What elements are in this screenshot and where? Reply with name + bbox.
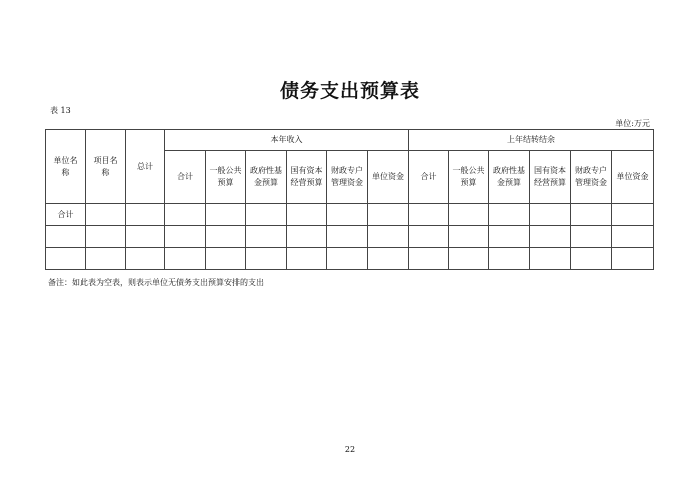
header-total: 总计: [126, 130, 165, 204]
table-cell: [449, 226, 489, 248]
table-cell: 合计: [46, 204, 86, 226]
table-cell: [46, 248, 86, 270]
table-cell: [489, 226, 530, 248]
table-cell: [571, 226, 612, 248]
table-cell: [327, 204, 368, 226]
table-cell: [46, 226, 86, 248]
table-cell: [246, 226, 287, 248]
header-carry-capital: 国有资本经营预算: [530, 151, 571, 204]
table-cell: [449, 204, 489, 226]
table-cell: [368, 226, 409, 248]
table-cell: [571, 204, 612, 226]
header-income-capital: 国有资本经营预算: [287, 151, 327, 204]
header-income-subtotal: 合计: [165, 151, 206, 204]
unit-label: 单位:万元: [615, 119, 650, 128]
table-cell: [246, 204, 287, 226]
header-income-special: 财政专户管理资金: [327, 151, 368, 204]
table-cell: [246, 248, 287, 270]
table-cell: [206, 248, 246, 270]
table-cell: [206, 226, 246, 248]
table-cell: [409, 248, 449, 270]
table-cell: [287, 204, 327, 226]
table-cell: [327, 248, 368, 270]
header-carry-general: 一般公共预算: [449, 151, 489, 204]
table-cell: [86, 204, 126, 226]
table-cell: [368, 248, 409, 270]
table-cell: [126, 226, 165, 248]
table-cell: [409, 226, 449, 248]
table-cell: [409, 204, 449, 226]
header-project-name: 项目名称: [86, 130, 126, 204]
table-cell: [530, 248, 571, 270]
header-carryover: 上年结转结余: [409, 130, 654, 151]
header-income-unit-fund: 单位资金: [368, 151, 409, 204]
header-unit-name: 单位名称: [46, 130, 86, 204]
table-cell: [327, 226, 368, 248]
table-cell: [165, 248, 206, 270]
table-cell: [571, 248, 612, 270]
header-income-fund: 政府性基金预算: [246, 151, 287, 204]
header-carry-subtotal: 合计: [409, 151, 449, 204]
table-cell: [126, 248, 165, 270]
table-cell: [489, 248, 530, 270]
table-row: [46, 226, 654, 248]
header-row-group: [46, 130, 654, 151]
table-cell: [126, 204, 165, 226]
table-cell: [287, 226, 327, 248]
table-cell: [368, 204, 409, 226]
table-row-total: [46, 204, 654, 226]
header-carry-special: 财政专户管理资金: [571, 151, 612, 204]
page-number: 22: [344, 445, 356, 454]
header-carry-fund: 政府性基金预算: [489, 151, 530, 204]
table-cell: [165, 226, 206, 248]
footnote: 备注：如此表为空表，则表示单位无债务支出预算安排的支出: [48, 278, 264, 287]
header-current-income: 本年收入: [165, 130, 409, 151]
table-cell: [489, 204, 530, 226]
table-number: 表 13: [50, 106, 71, 115]
table-cell: [530, 204, 571, 226]
page-title: 债务支出预算表: [279, 80, 420, 102]
table-cell: [530, 226, 571, 248]
table-cell: [86, 226, 126, 248]
table-cell: [612, 226, 654, 248]
budget-table: [45, 129, 654, 270]
table-cell: [86, 248, 126, 270]
table-row: [46, 248, 654, 270]
header-carry-unit-fund: 单位资金: [612, 151, 654, 204]
table-cell: [612, 248, 654, 270]
table-cell: [612, 204, 654, 226]
header-income-general: 一般公共预算: [206, 151, 246, 204]
table-cell: [287, 248, 327, 270]
table-cell: [206, 204, 246, 226]
table-cell: [165, 204, 206, 226]
table-cell: [449, 248, 489, 270]
